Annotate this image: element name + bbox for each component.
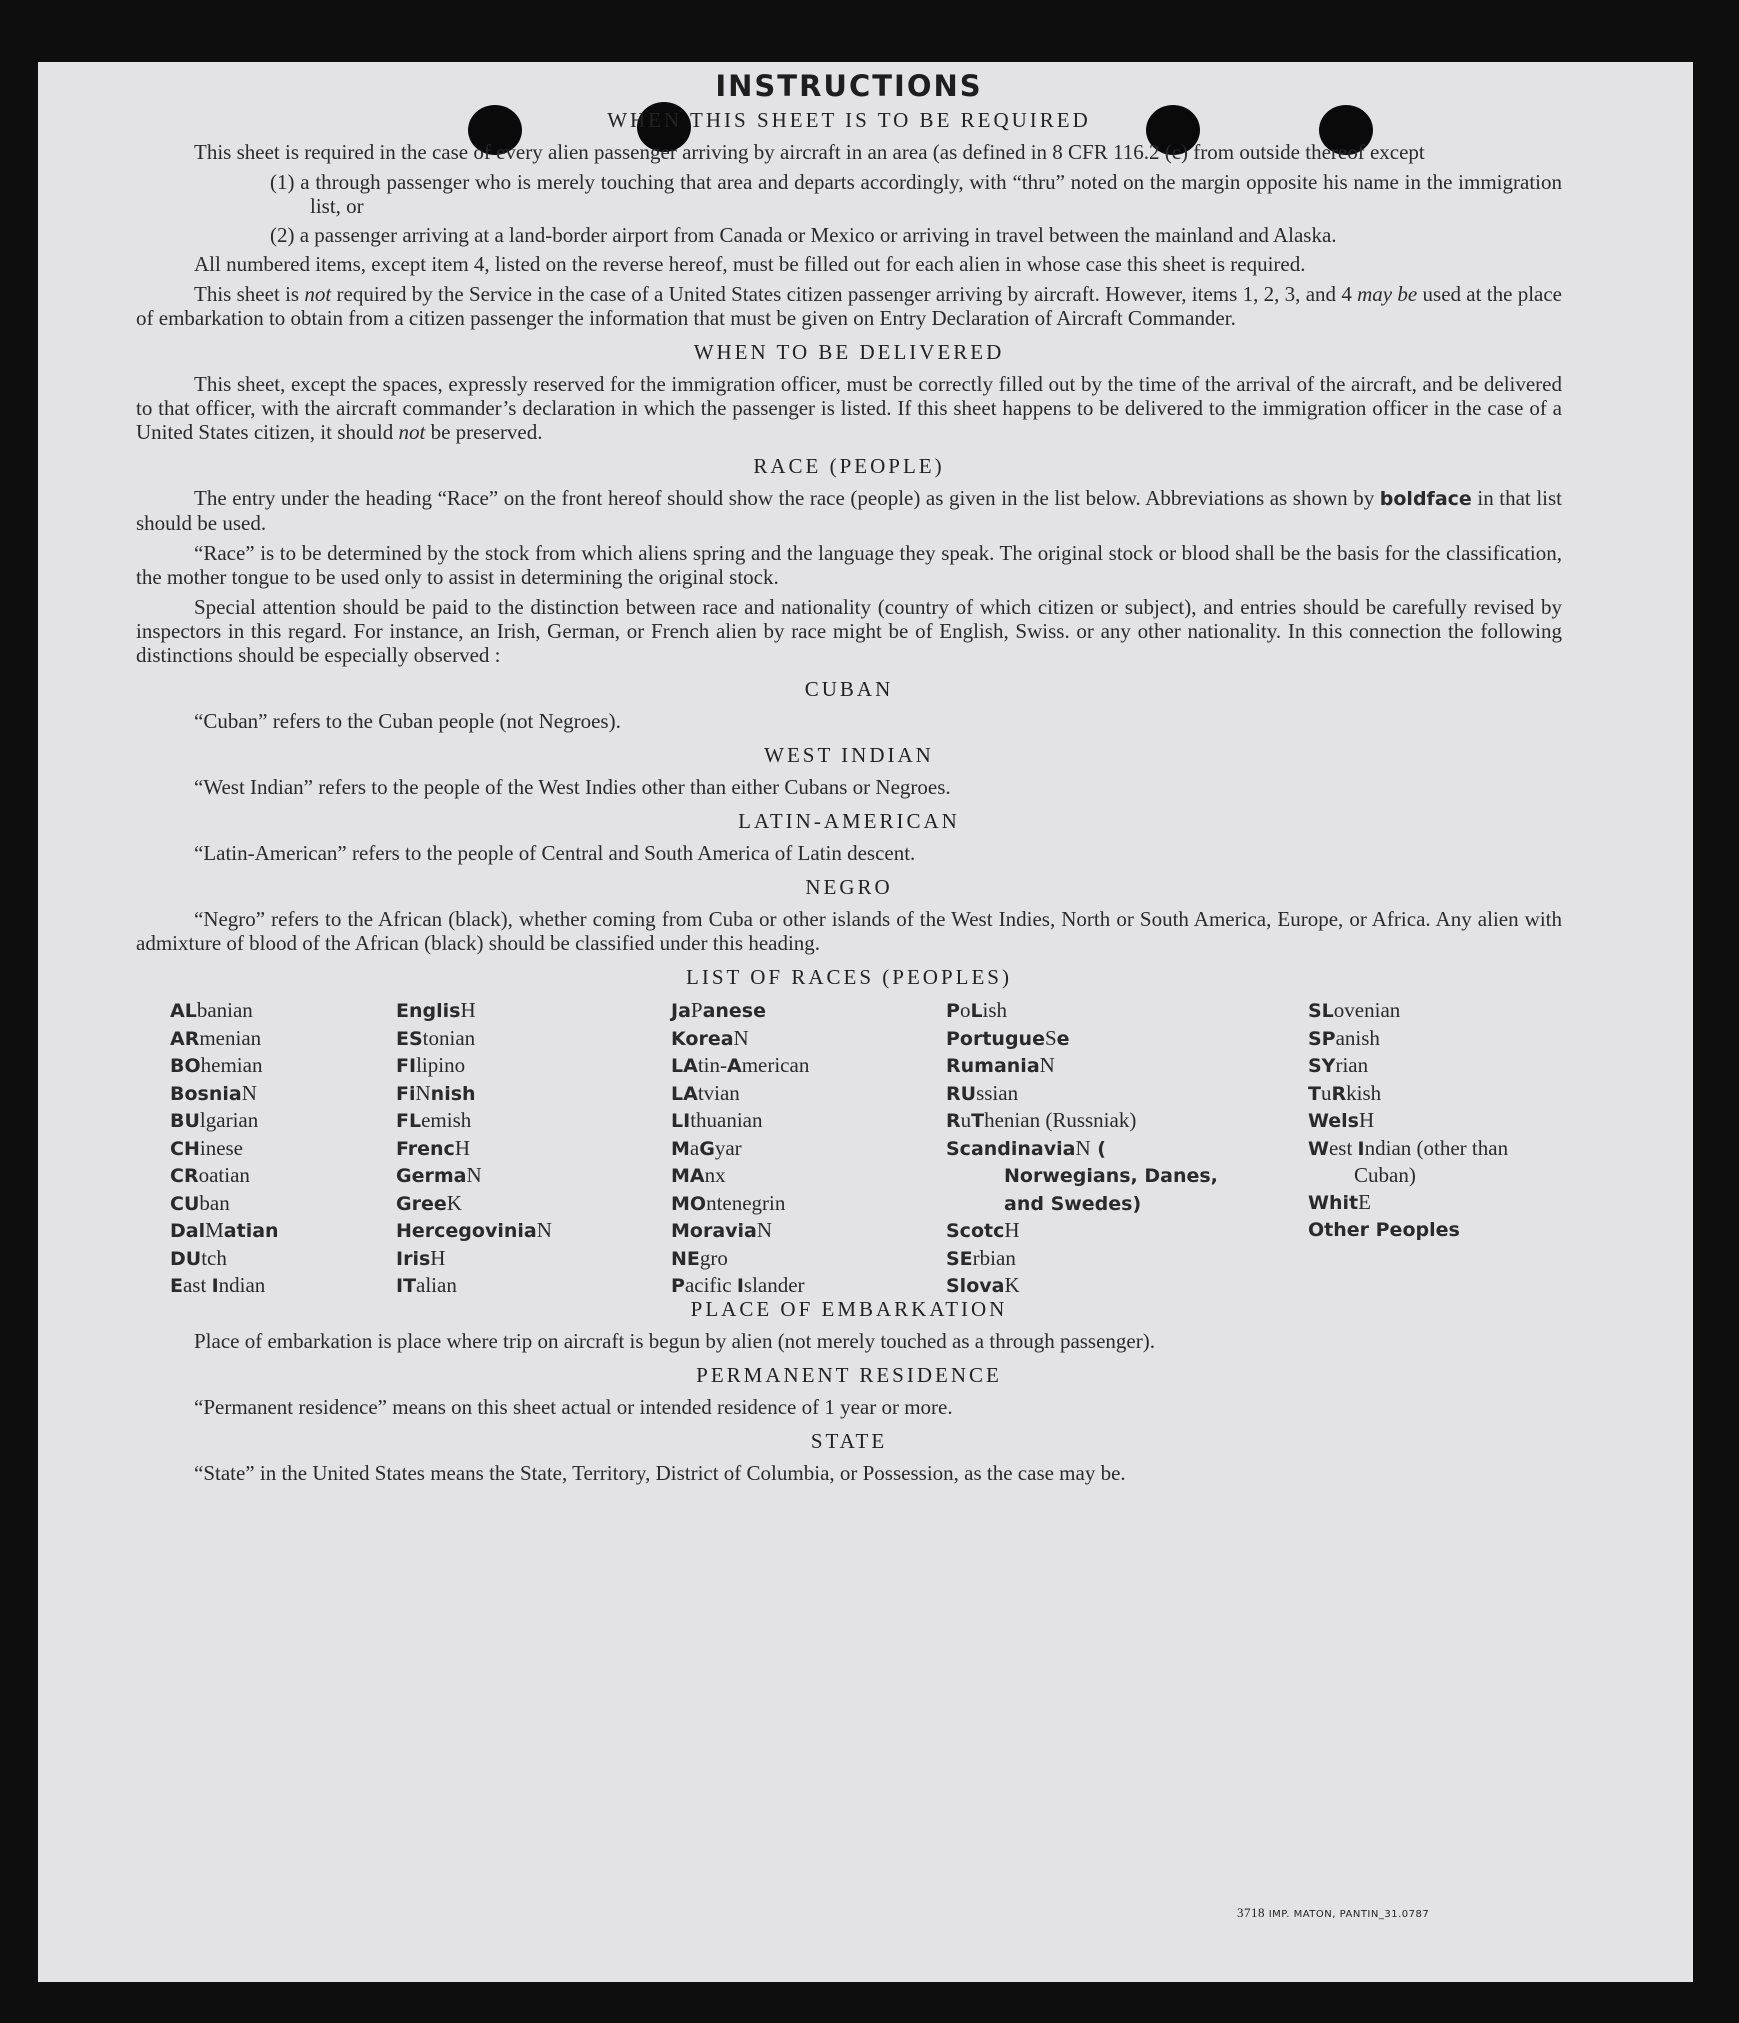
section-heading: NEGRO <box>805 875 893 899</box>
race-entry: ScandinaviaN ( Norwegians, Danes, and Swedes) <box>946 1135 1218 1215</box>
race-entry: RumaniaN <box>946 1053 1055 1077</box>
paragraph: “Race” is to be determined by the stock from which aliens spring and the language they speak. The original stock or blood shall be the basis for the classification, the mother tongue to be used only to assist in determining the original stock. <box>136 541 1562 589</box>
race-column <box>170 997 380 1300</box>
race-entry: FrencH <box>396 1135 470 1160</box>
page-title: INSTRUCTIONS <box>715 69 983 103</box>
race-entry: WelsH <box>1308 1108 1375 1132</box>
race-entry: SlovaK <box>946 1273 1020 1297</box>
paragraph: “Permanent residence” means on this sheet actual or intended residence of 1 year or more. <box>194 1395 953 1419</box>
section-heading: WHEN THIS SHEET IS TO BE REQUIRED <box>607 108 1091 132</box>
race-entry: MoraviaN <box>671 1218 773 1242</box>
race-entry: BosniaN <box>170 1080 257 1105</box>
paragraph: “Latin-American” refers to the people of Central and South America of Latin descent. <box>194 841 916 865</box>
paragraph: “Negro” refers to the African (black), whether coming from Cuba or other islands of the West Indies, North or South America, Europe, or Africa. Any alien with admixture of blood of the African (black) should be classified under this heading. <box>136 907 1562 955</box>
race-column <box>396 997 626 1300</box>
race-entry: FiNnish <box>396 1080 476 1105</box>
race-entry: IrisH <box>396 1245 446 1270</box>
race-entry: Other Peoples <box>1308 1219 1460 1241</box>
section-heading: LATIN-AMERICAN <box>738 809 960 833</box>
race-entry: GreeK <box>396 1190 462 1215</box>
race-entry: KoreaN <box>671 1025 749 1050</box>
race-entry: ITalian <box>396 1273 457 1297</box>
race-entry: RUssian <box>946 1080 1019 1105</box>
race-entry: Pacific Islander <box>671 1273 805 1297</box>
section-heading: WEST INDIAN <box>764 743 934 767</box>
paragraph: Place of embarkation is place where trip on aircraft is begun by alien (not merely touched as a through passenger). <box>194 1329 1155 1353</box>
race-entry: BUlgarian <box>170 1108 259 1132</box>
race-entry: MAnx <box>671 1163 726 1187</box>
race-entry: BOhemian <box>170 1053 263 1077</box>
section-heading: PLACE OF EMBARKATION <box>690 1297 1008 1321</box>
race-column <box>946 997 1228 1300</box>
race-entry: GermaN <box>396 1163 482 1187</box>
race-column <box>671 997 911 1300</box>
race-entry: SYrian <box>1308 1053 1369 1077</box>
race-entry: WhitE <box>1308 1189 1371 1214</box>
paragraph: “West Indian” refers to the people of the West Indies other than either Cubans or Negroes. <box>194 775 951 799</box>
race-entry: CRoatian <box>170 1163 250 1187</box>
race-entry: CHinese <box>170 1135 244 1160</box>
race-entry: FIlipino <box>396 1053 466 1077</box>
race-entry: CUban <box>170 1190 230 1215</box>
race-entry: HercegoviniaN <box>396 1218 552 1242</box>
printer-imprint: 3718 IMP. MATON, PANTIN_31.0787 <box>1237 1905 1430 1920</box>
race-list <box>136 997 1562 1297</box>
race-entry: EStonian <box>396 1025 476 1050</box>
race-entry: JaPanese <box>671 998 767 1022</box>
paragraph: “State” in the United States means the State, Territory, District of Columbia, or Possession, as the case may be. <box>194 1461 1126 1485</box>
race-entry: MOntenegrin <box>671 1190 786 1215</box>
section-heading: RACE (PEOPLE) <box>753 454 945 478</box>
race-entry: LAtvian <box>671 1080 740 1105</box>
race-entry: SLovenian <box>1308 998 1401 1022</box>
race-entry: RuThenian (Russniak) <box>946 1108 1137 1132</box>
section-heading: STATE <box>810 1429 888 1453</box>
paragraph: This sheet, except the spaces, expressly reserved for the immigration officer, must be correctly filled out by the time of the arrival of the aircraft, and be delivered to that officer, with the aircraft commander’s declaration in which the passenger is listed. If this sheet happens to be delivered to the immigration officer in the case of a United States citizen, it should not be preserved. <box>136 372 1562 444</box>
race-entry: LIthuanian <box>671 1108 763 1132</box>
race-entry: EnglisH <box>396 998 476 1022</box>
section-heading: CUBAN <box>804 677 894 701</box>
paragraph: Special attention should be paid to the distinction between race and nationality (country of which citizen or subject), and entries should be carefully revised by inspectors in this regard. For instance, an Irish, German, or French alien by race might be of English, Swiss. or any other nationality. In this connection the following distinctions should be especially observed : <box>136 595 1562 667</box>
race-entry: LAtin-American <box>671 1053 810 1077</box>
race-entry: PoLish <box>946 998 1008 1022</box>
instructions-content <box>136 69 1563 1491</box>
race-entry: TuRkish <box>1308 1080 1382 1105</box>
exception-item: (1) a through passenger who is merely touching that area and departs accordingly, with “thru” noted on the margin opposite his name in the immigration list, or <box>270 170 1562 218</box>
race-entry: ScotcH <box>946 1218 1020 1242</box>
race-entry: East Indian <box>170 1273 266 1297</box>
race-entry: DUtch <box>170 1245 227 1270</box>
paragraph: All numbered items, except item 4, listed on the reverse hereof, must be filled out for each alien in whose case this sheet is required. <box>194 252 1306 276</box>
paragraph: This sheet is not required by the Service in the case of a United States citizen passenger arriving by aircraft. However, items 1, 2, 3, and 4 may be used at the place of embarkation to obtain from a citizen passenger the information that must be given on Entry Declaration of Aircraft Commander. <box>136 282 1563 330</box>
section-heading: WHEN TO BE DELIVERED <box>693 340 1005 364</box>
paragraph: The entry under the heading “Race” on the front hereof should show the race (people) as given in the list below. Abbreviations as shown by boldface in that list should be used. <box>136 486 1563 535</box>
race-entry: ALbanian <box>170 998 253 1022</box>
race-entry: SErbian <box>946 1245 1016 1270</box>
paragraph: “Cuban” refers to the Cuban people (not Negroes). <box>194 709 621 733</box>
race-entry: NEgro <box>671 1245 728 1270</box>
race-entry: West Indian (other than Cuban) <box>1308 1135 1509 1187</box>
paragraph: This sheet is required in the case of every alien passenger arriving by aircraft in an area (as defined in 8 CFR 116.2 (c) from outside thereof except <box>194 140 1425 164</box>
section-heading: LIST OF RACES (PEOPLES) <box>686 965 1012 989</box>
section-heading: PERMANENT RESIDENCE <box>696 1363 1002 1387</box>
race-entry: MaGyar <box>671 1135 742 1160</box>
race-entry: FLemish <box>396 1108 472 1132</box>
race-column <box>1308 997 1564 1244</box>
race-entry: SPanish <box>1308 1025 1380 1050</box>
race-entry: ARmenian <box>170 1025 262 1050</box>
race-entry: PortugueSe <box>946 1025 1070 1050</box>
race-entry: DalMatian <box>170 1218 279 1242</box>
exception-item: (2) a passenger arriving at a land-border airport from Canada or Mexico or arriving in travel between the mainland and Alaska. <box>270 223 1337 247</box>
